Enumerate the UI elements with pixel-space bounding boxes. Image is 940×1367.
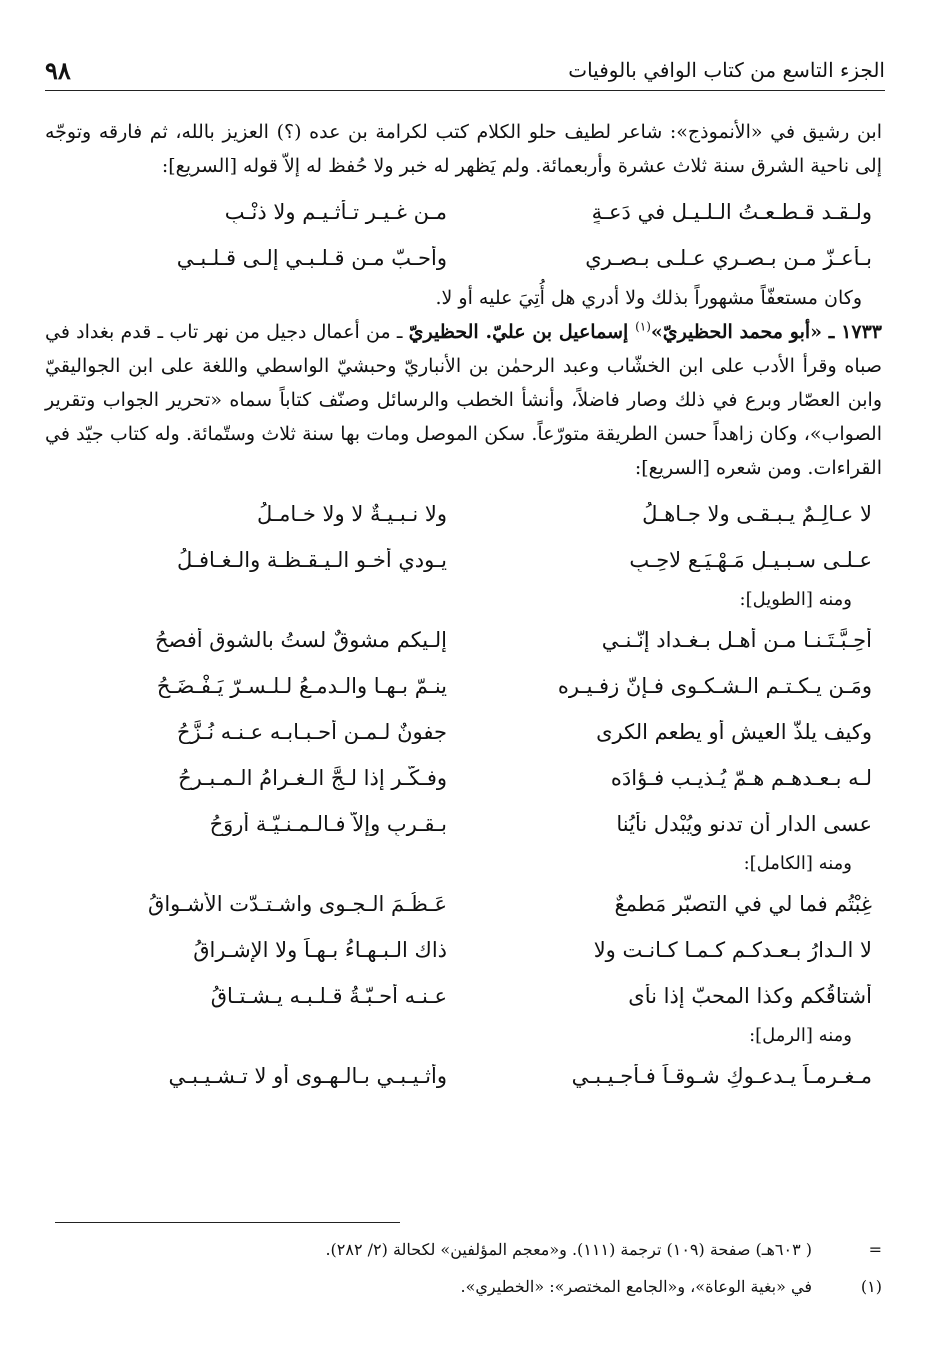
verse-line bbox=[45, 927, 882, 973]
verse-first-hemistich: ومَـن يـكـتـم الـشـكـوى فـإنّ زفـيـره bbox=[557, 674, 872, 698]
verse-first-hemistich: بـأعـزّ مـن بـصـري عـلـى بـصـري bbox=[585, 246, 872, 270]
footnote-continued bbox=[55, 1240, 882, 1259]
footnote-text: في «بغية الوعاة»، و«الجامع المختصر»: «الخطيري». bbox=[460, 1277, 812, 1296]
verse-line bbox=[45, 973, 882, 1019]
verse-line bbox=[45, 801, 882, 847]
verse-line bbox=[45, 1053, 882, 1099]
verse-second-hemistich: جفونٌ لـمـن أحـبـابـه عـنـه نُـزَّحُ bbox=[176, 720, 448, 744]
verse-second-hemistich: وأحـبّ مـن قـلـبـي إلـى قـلـبـي bbox=[176, 246, 448, 270]
footnote-1 bbox=[55, 1277, 882, 1296]
meter-label-kamil: ومنه [الكامل]: bbox=[743, 853, 852, 874]
footnote-mark: (١) bbox=[860, 1277, 882, 1296]
verse-first-hemistich: وكيف يلذّ العيش أو يطعم الكرى bbox=[596, 720, 872, 744]
verse-second-hemistich: عـنـه أحـبّـةُ قـلـبـه يـشـتـاقُ bbox=[210, 984, 448, 1008]
main-text bbox=[45, 115, 882, 1099]
verse-first-hemistich: لـه بـعـدهـم هـمّ يُـذيـب فـؤادَه bbox=[610, 766, 872, 790]
running-header bbox=[45, 50, 885, 91]
poem-2 bbox=[45, 491, 882, 583]
verse-second-hemistich: ينـمّ بـهـا والـدمـعُ لـلـسـرّ يَـفْـضَـحُ bbox=[156, 674, 448, 698]
running-title: الجزء التاسع من كتاب الوافي بالوفيات bbox=[568, 58, 885, 82]
footnote-text: ( ٦٠٣هـ) صفحة (١٠٩) ترجمة (١١١). و«معجم المؤلفين» لكحالة (٢/ ٢٨٢). bbox=[325, 1240, 812, 1259]
page-number: ٩٨ bbox=[45, 55, 71, 85]
verse-line bbox=[45, 663, 882, 709]
verse-first-hemistich: عـلـى سـبـيـلٍ مَـهْـيَـعٍ لاحِـبٍ bbox=[629, 548, 872, 572]
verse-first-hemistich: ولـقـد قـطـعـتُ الـلـيـل في دَعـةٍ bbox=[591, 200, 872, 224]
footnote-separator bbox=[55, 1222, 400, 1223]
verse-line bbox=[45, 189, 882, 235]
verse-second-hemistich: ذاك الـبـهـاءُ بـهـاً ولا الإشـراقُ bbox=[193, 938, 448, 962]
paragraph-intro: ابن رشيق في «الأنموذج»: شاعر لطيف حلو الكلام كتب لكرامة بن عده (؟) العزيز بالله، ثم فارقه وتوجّه إلى ناحية الشرق سنة ثلاث عشرة وأربعمائة. ولم يَظهر له خبر ولا حُفظ له إلاّ قوله [السريع]: bbox=[45, 121, 882, 177]
verse-second-hemistich: بـقـربٍ وإلاّ فـالـمـنـيّـة أروَحُ bbox=[209, 812, 448, 836]
verse-second-hemistich: ولا نـبـيـةٌ لا ولا خـامـلُ bbox=[257, 502, 448, 526]
verse-second-hemistich: عَـظُـمَ الـجـوى واشـتـدّت الأشـواقُ bbox=[148, 892, 448, 916]
verse-first-hemistich: أشتاقُكم وكذا المحبّ إذا نأى bbox=[628, 984, 872, 1008]
verse-second-hemistich: وفـكّـر إذا لـجَّ الـغـرامُ الـمـبـرحُ bbox=[178, 766, 448, 790]
verse-first-hemistich: أحِـبَّـتَـنـا مـن أهـل بـغـداد إنّـنـي bbox=[601, 628, 872, 652]
verse-line bbox=[45, 755, 882, 801]
verse-first-hemistich: عسى الدار أن تدنو ويُبْدل نأيُنا bbox=[616, 812, 872, 836]
meter-label-ramal: ومنه [الرمل]: bbox=[749, 1025, 852, 1046]
entry-heading: ١٧٣٣ ـ «أبو محمد الحظيريّ» bbox=[650, 321, 882, 343]
verse-line bbox=[45, 709, 882, 755]
footnote-mark: = bbox=[868, 1240, 882, 1259]
verse-second-hemistich: وأثـيـبـي بـالـهـوى أو لا تـشـيـبـي bbox=[168, 1064, 448, 1088]
verse-first-hemistich: مـغـرمـاً يـدعـوكِ شـوقـاً فـأجـيـبـي bbox=[571, 1064, 872, 1088]
verse-line bbox=[45, 617, 882, 663]
verse-first-hemistich: لا الـدارُ بـعـدكـم كـمـا كـانـت ولا bbox=[593, 938, 872, 962]
meter-label-tawil: ومنه [الطويل]: bbox=[739, 589, 852, 610]
verse-line bbox=[45, 537, 882, 583]
verse-first-hemistich: غِبْتُم فما لي في التصبّر مَطمعٌ bbox=[614, 892, 872, 916]
verse-second-hemistich: يـودي أخـو الـيـقـظـة والـغـافـلُ bbox=[176, 548, 448, 572]
footnote-ref: (١) bbox=[635, 319, 651, 334]
entry-body: ـ من أعمال دجيل من نهر تاب ـ قدم بغداد في صباه وقرأ الأدب على ابن الخشّاب وعبد الرحمٰن بن الأنباريّ وحبشيّ الواسطي واللغة على ابن الجواليقيّ وابن العصّار وبرع في ذلك وصار فاضلاً، وأنشأ الخطب والرسائل وصنّف كتاباً سماه «تحرير الجواب وتقرير الصواب»، وكان زاهداً حسن الطريقة متورّعاً. سكن الموصل ومات بها سنة ثلاث وستّمائة. وله كتاب جيّد في القراءات. ومن شعره [السريع]: bbox=[45, 321, 882, 479]
verse-second-hemistich: إلـيكم مشوقٌ لستُ بالشوق أفصحُ bbox=[154, 628, 448, 652]
poem-1 bbox=[45, 189, 882, 281]
verse-line bbox=[45, 235, 882, 281]
verse-second-hemistich: مـن غـيـر تـأثـيـم ولا ذنْـبِ bbox=[224, 200, 448, 224]
verse-line bbox=[45, 491, 882, 537]
entry-name: إسماعيل بن عليّ. الحظيريّ bbox=[408, 321, 636, 343]
verse-line bbox=[45, 881, 882, 927]
poem-3 bbox=[45, 617, 882, 847]
entry-1733 bbox=[45, 315, 882, 485]
poem-4 bbox=[45, 881, 882, 1019]
paragraph-note: وكان مستعفّاً مشهوراً بذلك ولا أدري هل أُتِيَ عليه أو لا. bbox=[435, 287, 862, 309]
poem-5 bbox=[45, 1053, 882, 1099]
verse-first-hemistich: لا عـالِـمٌ يـبـقـى ولا جـاهـلُ bbox=[642, 502, 872, 526]
